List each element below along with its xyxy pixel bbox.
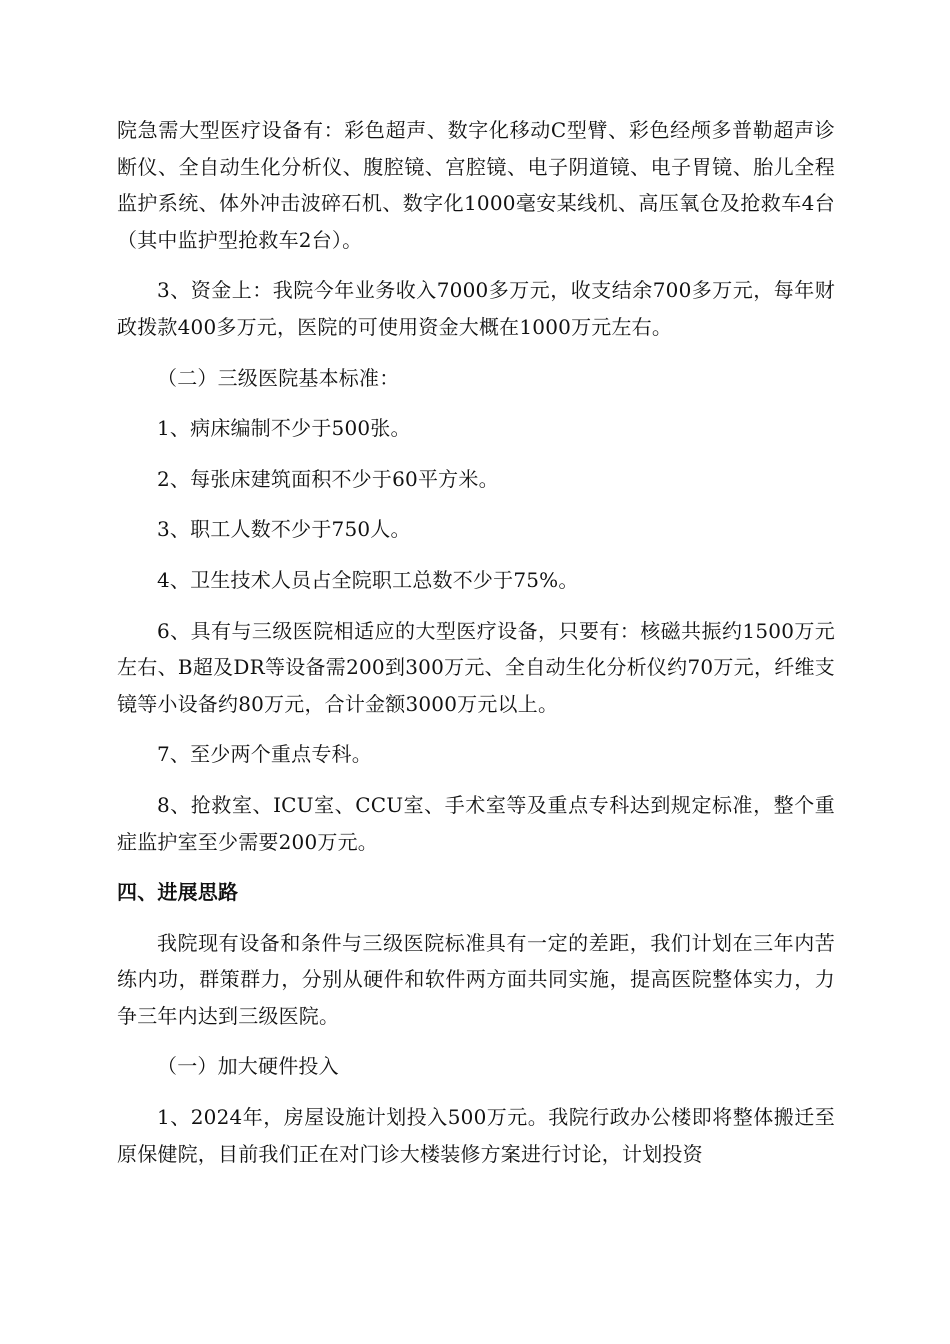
list-item-technical-staff: 4、卫生技术人员占全院职工总数不少于75%。: [157, 567, 579, 592]
section-heading-development-plan: 四、进展思路: [117, 880, 239, 905]
list-item-large-equipment: 6、具有与三级医院相适应的大型医疗设备，只要有：核磁共振约1500万元左右、B超及DR等设备需200到300万元、全自动生化分析仪约70万元，纤维支镜等小设备约80万元，合计金额3000万元以上。: [117, 618, 835, 716]
paragraph-equipment-needs: 院急需大型医疗设备有：彩色超声、数字化移动C型臂、彩色经颅多普勒超声诊断仪、全自动生化分析仪、腹腔镜、宫腔镜、电子阴道镜、电子胃镜、胎儿全程监护系统、体外冲击波碎石机、数字化1000毫安某线机、高压氧仓及抢救车4台（其中监护型抢救车2台）。: [117, 118, 835, 252]
paragraph-funding: 3、资金上：我院今年业务收入7000多万元，收支结余700多万元，每年财政拨款400多万元，医院的可使用资金大概在1000万元左右。: [117, 278, 835, 339]
list-item-key-specialties: 7、至少两个重点专科。: [157, 742, 372, 767]
list-item-floor-area: 2、每张床建筑面积不少于60平方米。: [157, 466, 499, 491]
paragraph-plan-overview: 我院现有设备和条件与三级医院标准具有一定的差距，我们计划在三年内苦练内功，群策群力，分别从硬件和软件两方面共同实施，提高医院整体实力，力争三年内达到三级医院。: [117, 930, 835, 1028]
subheading-hardware-investment: （一）加大硬件投入: [157, 1054, 339, 1079]
list-item-staff-count: 3、职工人数不少于750人。: [157, 517, 411, 542]
subheading-tier3-standards: （二）三级医院基本标准：: [157, 365, 400, 390]
paragraph-2024-facilities: 1、2024年，房屋设施计划投入500万元。我院行政办公楼即将整体搬迁至原保健院，目前我们正在对门诊大楼装修方案进行讨论，计划投资: [117, 1105, 835, 1166]
document-body: [117, 112, 835, 1172]
list-item-beds: 1、病床编制不少于500张。: [157, 416, 411, 441]
list-item-icu-standards: 8、抢救室、ICU室、CCU室、手术室等及重点专科达到规定标准，整个重症监护室至少需要200万元。: [117, 792, 835, 854]
